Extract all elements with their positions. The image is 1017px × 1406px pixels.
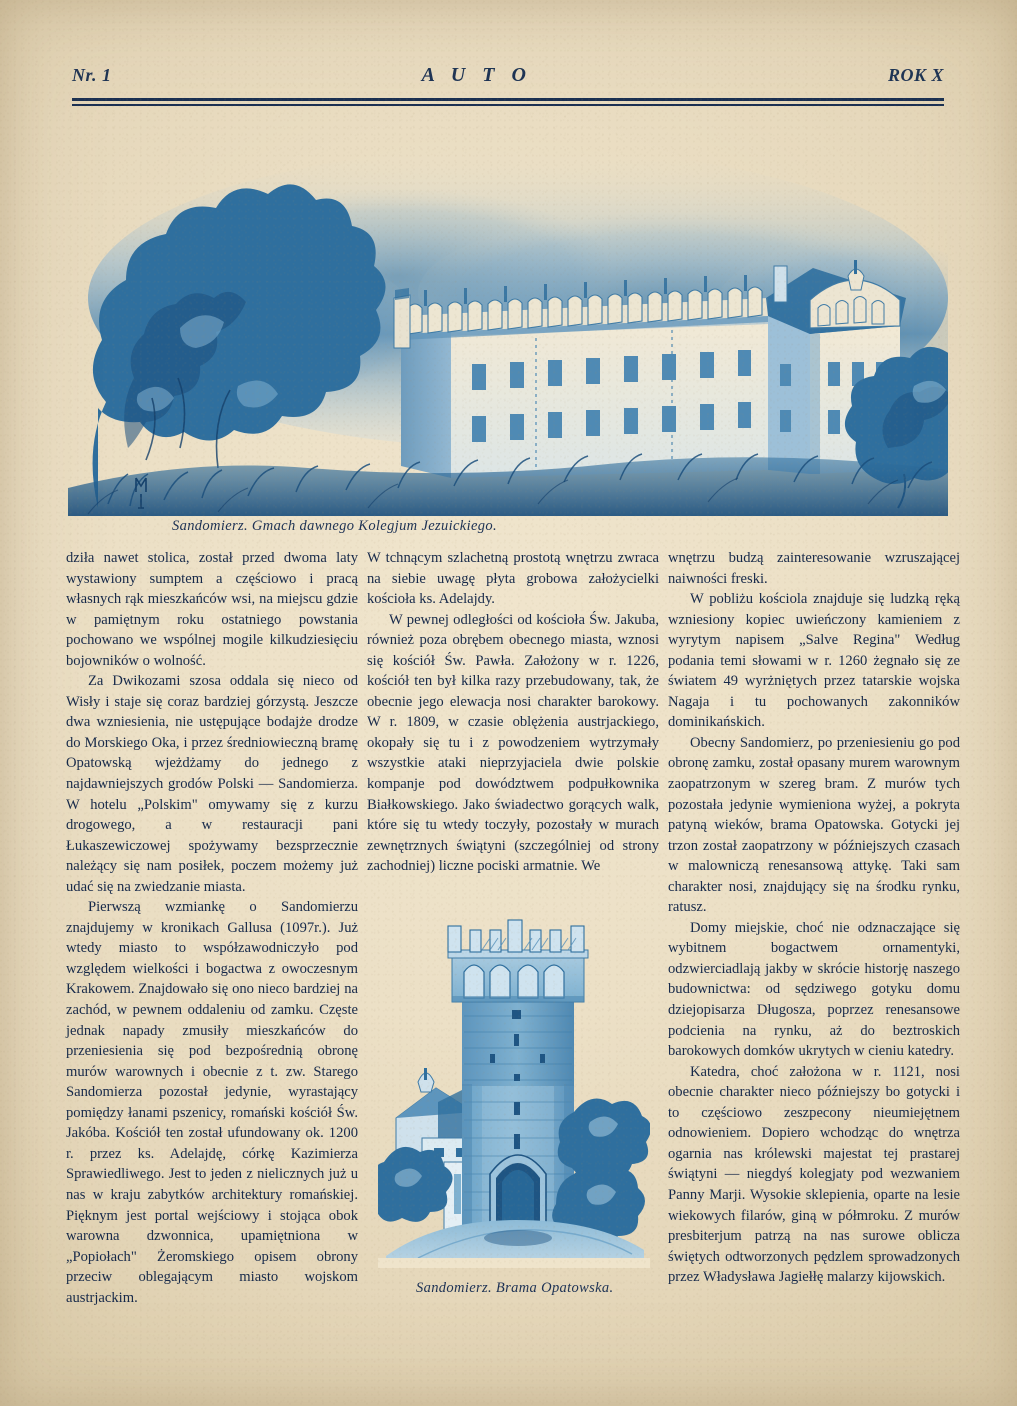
magazine-title: A U T O <box>421 64 532 86</box>
text-column-1 <box>66 548 358 1308</box>
paragraph: W tchnącym szlachetną prostotą wnętrzu zwraca na siebie uwagę płyta grobowa założycielki kościoła ks. Adelajdy. <box>367 550 659 608</box>
figure-caption-opatow-gate: Sandomierz. Brama Opatowska. <box>416 1280 614 1296</box>
text-column-3 <box>668 548 960 1288</box>
paragraph: dziła nawet stolica, został przed dwoma laty wystawiony sumptem a częściowo i pracą własnych rąk mieszkańców wsi, na miejscu gdzie w pamiętnym roku ostatniego powstania pochowano we wspólnej mogile kilkudziesięciu bojowników o wolność. <box>66 550 358 669</box>
figure-jesuit-college <box>68 148 948 516</box>
running-head <box>72 64 944 108</box>
volume-year: ROK X <box>887 65 944 85</box>
text-column-2 <box>367 548 659 1269</box>
figure-caption-jesuit-college: Sandomierz. Gmach dawnego Kolegjum Jezuickiego. <box>172 518 497 534</box>
paragraph: W pobliżu kościola znajduje się ludzką ręką wzniesiony kopiec uwieńczony kamieniem z wyrytym napisem „Salve Regina" Według podania temi słowami w r. 1260 żegnało się ze światem 49 wyrżniętych przez tatarskie wojska Nagaja i tu pochowanych zakonników dominikańskich. <box>668 591 960 731</box>
header-rule-thick <box>72 98 944 101</box>
issue-number: Nr. 1 <box>72 65 112 85</box>
header-rule-thin <box>72 104 944 106</box>
paragraph: Za Dwikozami szosa oddala się nieco od Wisły i staje się coraz bardziej górzystą. Jeszcze dwa wzniesienia, nie ustępujące bodajże drodze do Morskiego Oka, i przez średniowieczną bramę Opatowską wjeżdżamy do jednego z najdawniejszych grodów Polski — Sandomierza. W hotelu „Polskim" omywamy się z kurzu drogowego, a w restauracji pani Łukaszewiczowej spożywamy bezsprzecznie należący się nam posiłek, poczem możemy już udać się na zwiedzanie miasta. <box>66 673 358 895</box>
paragraph: Obecny Sandomierz, po przeniesieniu go pod obronę zamku, został opasany murem warownym zaopatrzonym w szereg bram. Z murów tych pozostała jedynie wymieniona wyżej, a pokryta patyną wieków, brama Opatowska. Gotycki jej trzon został zaopatrzony w późniejszych czasach w malowniczą renesansową attykę. Taki sam charakter nosi, znajdujący się na środku rynku, ratusz. <box>668 734 960 916</box>
paragraph: wnętrzu budzą zainteresowanie wzruszającej naiwności freski. <box>668 550 960 587</box>
figure-reserved-space <box>367 877 659 1269</box>
paragraph: Domy miejskie, choć nie odznaczające się wybitnem bogactwem ornamentyki, odzwierciadlają jakby w skrócie historję naszego budownictwa: od sędziwego gotyku domu dziejopisarza Długosza, poprzez renesansowe podcienia na rynku, aż do beztroskich barokowych domków ukrytych w cieniu katedry. <box>668 919 960 1060</box>
paragraph: Pierwszą wzmiankę o Sandomierzu znajdujemy w kronikach Gallusa (1097r.). Już wtedy miasto to współzawodniczyło pod względem wielkości i bogactwa z owoczesnym Krakowem. Znajdowało się ono nieco bardziej na zachód, w pewnem oddaleniu od zamku. Częste jednak napady zmusiły mieszkańców do przeniesienia się pod bezpośrednią obronę murów warownych i obecnie z t. zw. Starego Sandomierza pozostał jedynie, wyrastający pomiędzy łanami pszenicy, romański kościół Św. Jakóba. Kościół ten został ufundowany ok. 1200 r. przez ks. Adelajdę, córkę Kazimierza Sprawiedliwego. Jest to jeden z nielicznych już u nas w kraju zabytków architektury romańskiej. Pięknym jest portal wejściowy i stojąca obok warowna dzwonnica, upamiętniona w „Popiołach" Żeromskiego opisem obrony przeciw oblegającym miasto wojskom austrjackim. <box>66 899 358 1306</box>
paragraph: W pewnej odległości od kościoła Św. Jakuba, również poza obrębem obecnego miasta, wznosi się kościół Św. Pawła. Założony w r. 1226, kościół ten był kilka razy przebudowany, tak, że obecnie jego elewacja nosi charakter barokowy. W r. 1809, w czasie oblężenia austrjackiego, okopały się tu i z powodzeniem wytrzymały wszystkie ataki nieprzyjaciela dwie polskie kompanje pod dowództwem podpułkownika Białkowskiego. Jako świadectwo gorących walk, które się tu wtedy toczyły, pozostały w murach zewnętrznych świątyni (szczególniej od strony zachodniej) liczne pociski armatnie. We <box>367 611 659 875</box>
paragraph: Katedra, choć założona w r. 1121, nosi obecnie charakter nieco późniejszy bo gotycki i to częściowo zeszpecony nieumiejętnem odnowieniem. Dopiero wchodząc do wnętrza ogarnia nas królewski majestat tej prastarej świątyni — niegdyś kolegjaty pod wezwaniem Panny Marji. Wysokie sklepienia, oparte na lesie wiekowych filarów, giną w półmroku. Z murów presbiterjum patrzą na nas surowe oblicza świętych odtworzonych pędzlem sprowadzonych przez Władysława Jagiełłę malarzy kijowskich. <box>668 1063 960 1286</box>
